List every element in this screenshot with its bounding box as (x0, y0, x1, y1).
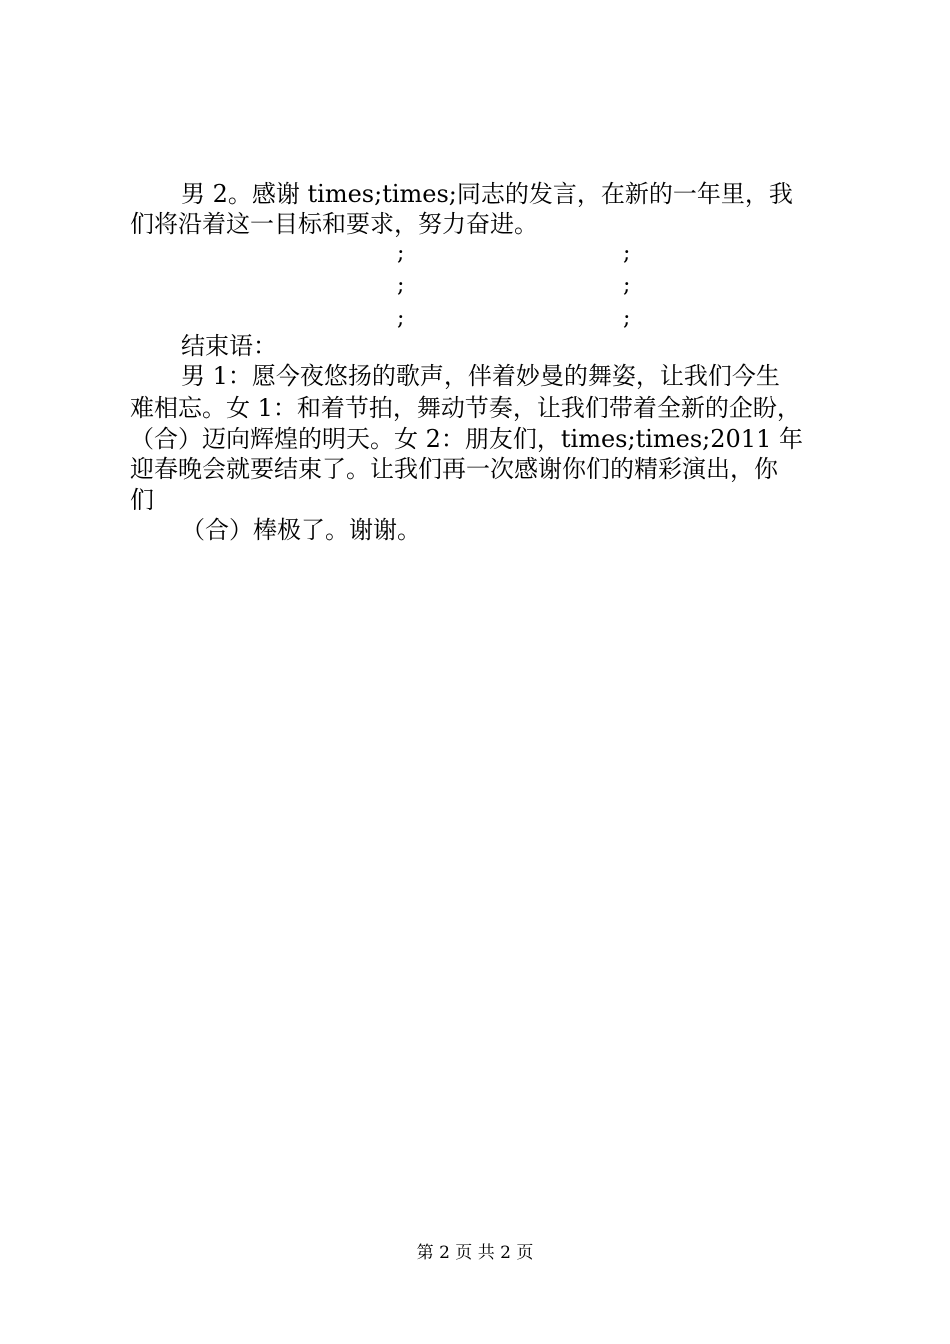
closing-line: 男 1：愿今夜悠扬的歌声，伴着妙曼的舞姿，让我们今生 (181, 362, 780, 390)
separator-semicolon: ; (397, 273, 405, 298)
closing-line: 迎春晚会就要结束了。让我们再一次感谢你们的精彩演出，你 (130, 455, 778, 483)
separator-semicolon: ; (397, 241, 405, 266)
closing-line: 难相忘。女 1：和着节拍，舞动节奏，让我们带着全新的企盼， (130, 394, 801, 422)
closing-line: （合）棒极了。谢谢。 (181, 516, 421, 544)
separator-semicolon: ; (623, 273, 631, 298)
separator-semicolon: ; (623, 241, 631, 266)
paragraph-line: 男 2。感谢 times;times;同志的发言，在新的一年里，我 (181, 180, 793, 208)
separator-semicolon: ; (397, 306, 405, 331)
closing-line: （合）迈向辉煌的明天。女 2：朋友们，times;times;2011 年 (130, 425, 803, 453)
separator-semicolon: ; (623, 306, 631, 331)
closing-heading: 结束语： (181, 332, 277, 360)
paragraph-line: 们将沿着这一目标和要求，努力奋进。 (130, 210, 538, 238)
closing-line: 们 (130, 486, 154, 514)
page-footer: 第 2 页 共 2 页 (416, 1243, 534, 1263)
